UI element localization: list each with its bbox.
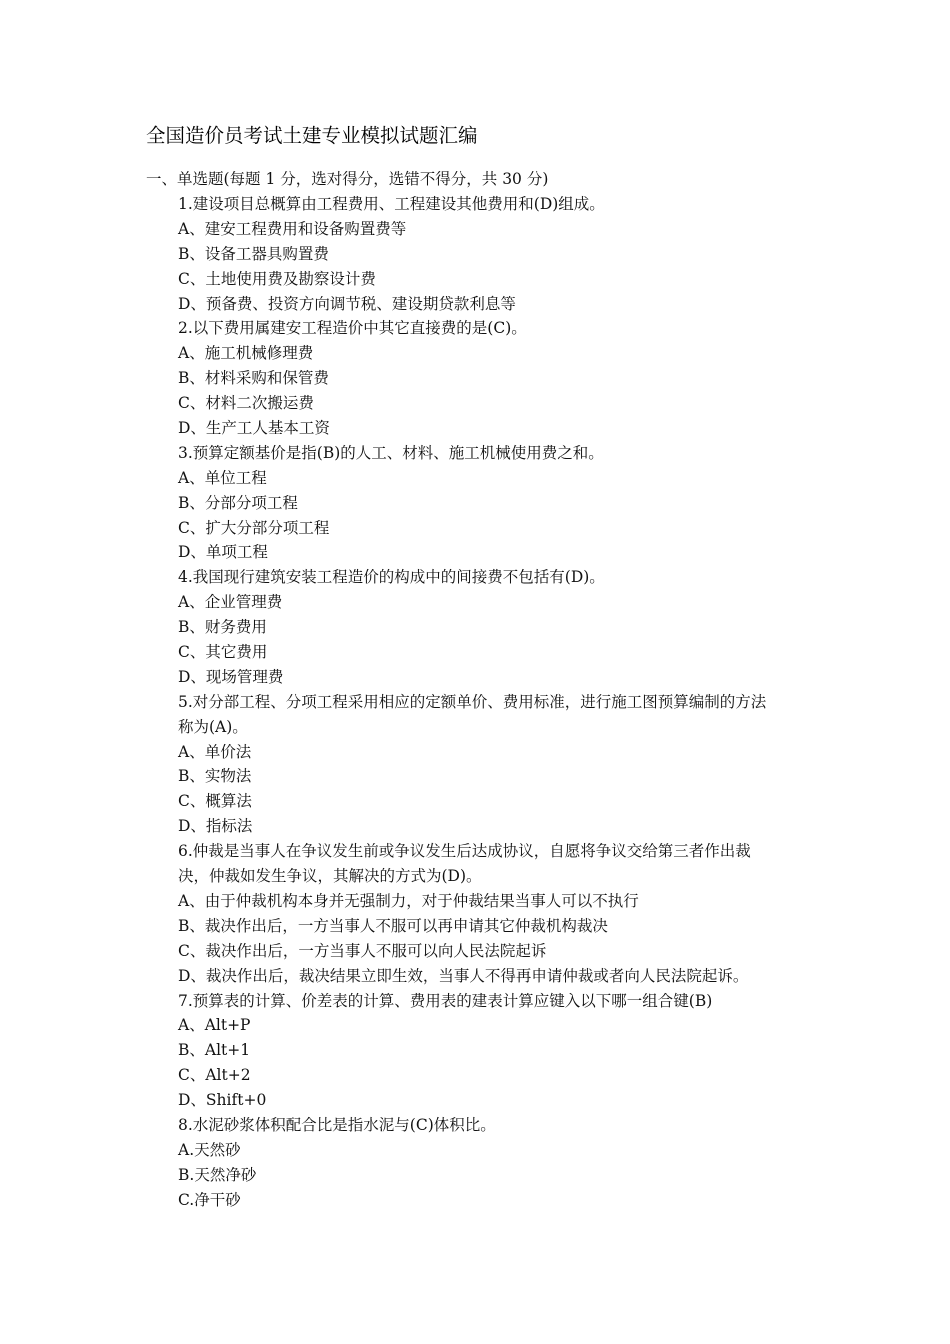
text-line: B、材料采购和保管费 [178, 369, 329, 388]
text-line: 6.仲裁是当事人在争议发生前或争议发生后达成协议，自愿将争议交给第三者作出裁 [178, 842, 751, 861]
text-line: B、Alt+1 [178, 1041, 251, 1060]
question-list [178, 192, 818, 1213]
text-line: A、由于仲裁机构本身并无强制力，对于仲裁结果当事人可以不执行 [178, 891, 639, 910]
text-line: B、分部分项工程 [178, 493, 298, 512]
text-line: A.天然砂 [178, 1140, 241, 1159]
text-line: D、Shift+0 [178, 1091, 267, 1110]
text-line: D、单项工程 [178, 543, 268, 562]
text-line: 7.预算表的计算、价差表的计算、费用表的建表计算应键入以下哪一组合键(B) [178, 991, 713, 1010]
text-line: B、财务费用 [178, 618, 267, 637]
text-line: 3.预算定额基价是指(B)的人工、材料、施工机械使用费之和。 [178, 443, 604, 462]
text-line: 1.建设项目总概算由工程费用、工程建设其他费用和(D)组成。 [178, 195, 605, 213]
text-line: C、裁决作出后，一方当事人不服可以向人民法院起诉 [178, 941, 547, 960]
text-line: B、实物法 [178, 767, 252, 786]
text-line: 4.我国现行建筑安装工程造价的构成中的间接费不包括有(D)。 [178, 568, 605, 587]
text-line: D、指标法 [178, 817, 253, 836]
text-line: B.天然净砂 [178, 1165, 257, 1184]
text-line: D、现场管理费 [178, 667, 284, 686]
text-line: C.净干砂 [178, 1190, 241, 1209]
text-line: D、预备费、投资方向调节税、建设期贷款利息等 [178, 294, 516, 313]
text-line: C、材料二次搬运费 [178, 394, 314, 413]
text-line: C、概算法 [178, 792, 252, 811]
text-line: C、其它费用 [178, 643, 268, 662]
text-line: 8.水泥砂浆体积配合比是指水泥与(C)体积比。 [178, 1115, 496, 1134]
text-line: D、生产工人基本工资 [178, 419, 330, 438]
text-line: A、企业管理费 [178, 593, 283, 612]
text-line: C、Alt+2 [178, 1066, 251, 1085]
text-line: B、裁决作出后，一方当事人不服可以再申请其它仲裁机构裁决 [178, 916, 608, 935]
text-line: A、单位工程 [178, 468, 267, 487]
text-line: 2.以下费用属建安工程造价中其它直接费的是(C)。 [178, 319, 527, 338]
text-line: 5.对分部工程、分项工程采用相应的定额单价、费用标准，进行施工图预算编制的方法 [178, 692, 767, 711]
text-line: A、建安工程费用和设备购置费等 [178, 219, 407, 238]
text-line: 决，仲裁如发生争议，其解决的方式为(D)。 [178, 867, 482, 886]
text-line: A、Alt+P [178, 1016, 251, 1035]
text-line: A、施工机械修理费 [178, 344, 314, 363]
text-line: C、土地使用费及勘察设计费 [178, 269, 376, 288]
text-line: 称为(A)。 [178, 717, 248, 736]
text-line: A、单价法 [178, 742, 252, 761]
text-line: C、扩大分部分项工程 [178, 518, 330, 537]
document-title: 全国造价员考试土建专业模拟试题汇编 [146, 124, 478, 147]
text-line: B、设备工器具购置费 [178, 244, 329, 263]
section-heading: 一、单选题(每题 1 分，选对得分，选错不得分，共 30 分) [146, 170, 549, 188]
text-line: D、裁决作出后，裁决结果立即生效，当事人不得再申请仲裁或者向人民法院起诉。 [178, 966, 749, 985]
